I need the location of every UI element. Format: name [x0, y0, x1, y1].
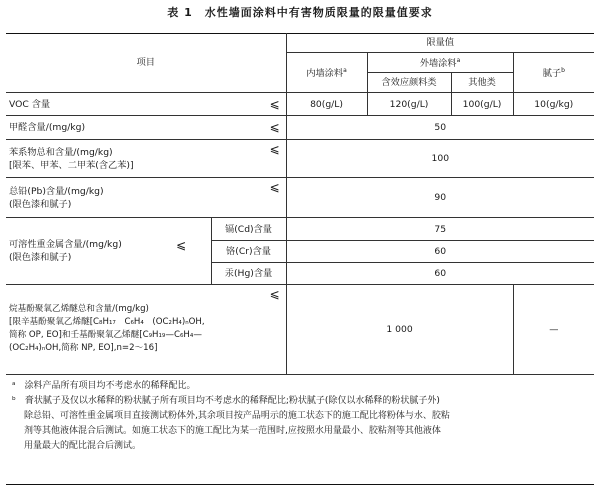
mercury-label: 汞(Hg)含量 — [211, 263, 286, 285]
table-row-cadmium — [6, 218, 594, 240]
le-symbol: ⩽ — [211, 285, 286, 374]
lead-label-line2: (限色漆和腻子) — [9, 198, 72, 210]
voc-interior: 80(g/L) — [286, 92, 367, 115]
heavy-metals-label — [6, 218, 176, 285]
limits-table — [6, 33, 594, 485]
header-exterior: 外墙涂料$^a$ — [367, 52, 513, 72]
header-row-1 — [6, 34, 594, 53]
header-other: 其他类 — [451, 72, 513, 92]
formaldehyde-label: 甲醛含量/(mg/kg) — [6, 116, 211, 139]
ethoxylates-line4: (OC₂H₄)ₙOH,简称 NP, EO],n=2～16] — [9, 343, 158, 354]
table-row-footnotes — [6, 374, 594, 484]
cadmium-value: 75 — [286, 218, 594, 240]
lead-label — [6, 178, 211, 218]
footnote-b-line2: 除总铅、可溶性重金属项目直接测试粉体外,其余项目按产品明示的施工状态下的施工配比将粉体与水、胶粘 — [24, 410, 450, 421]
ethoxylates-line1: 烷基酚聚氧乙烯醚总和含量/(mg/kg) — [9, 304, 149, 315]
voc-other: 100(g/L) — [451, 92, 513, 115]
ethoxylates-line2: [限辛基酚聚氧乙烯醚[C₈H₁₇ C₆H₄ (OC₂H₄)ₙOH, — [9, 317, 205, 328]
header-limit: 限量值 — [286, 34, 594, 53]
lead-value: 90 — [286, 178, 594, 218]
voc-putty: 10(g/kg) — [513, 92, 594, 115]
header-interior: 内墙涂料$^a$ — [286, 52, 367, 92]
benzene-label — [6, 139, 211, 178]
header-item: 项目 — [6, 34, 286, 93]
ethoxylates-putty: — — [513, 285, 594, 374]
benzene-label-line2: [限苯、甲苯、二甲苯(含乙苯)] — [9, 159, 134, 171]
table-row-formaldehyde — [6, 116, 594, 139]
footnote-b-line1: ᵇ 膏状腻子及仅以水稀释的粉状腻子所有项目均不考虑水的稀释配比;粉状腻子(除仅以水稀释的粉状腻子外) — [12, 395, 440, 406]
le-symbol: ⩽ — [211, 116, 286, 139]
ethoxylates-label — [6, 285, 211, 374]
footnote-b-line4: 用量最大的配比混合后测试。 — [24, 440, 142, 451]
cadmium-label: 镉(Cd)含量 — [211, 218, 286, 240]
le-symbol: ⩽ — [211, 139, 286, 178]
heavy-metals-label-line1: 可溶性重金属含量/(mg/kg) — [9, 239, 122, 251]
chromium-value: 60 — [286, 240, 594, 262]
benzene-label-line1: 苯系物总和含量/(mg/kg) — [9, 146, 113, 158]
mercury-value: 60 — [286, 263, 594, 285]
le-symbol: ⩽ — [211, 92, 286, 115]
table-row-voc — [6, 92, 594, 115]
table-title: 表 1 水性墙面涂料中有害物质限量的限量值要求 — [167, 6, 433, 19]
header-putty: 腻子$^b$ — [513, 52, 594, 92]
formaldehyde-value: 50 — [286, 116, 594, 139]
voc-label: VOC 含量 — [6, 92, 211, 115]
footnotes — [6, 374, 594, 484]
table-row-benzene — [6, 139, 594, 178]
table-row-lead — [6, 178, 594, 218]
benzene-value: 100 — [286, 139, 594, 178]
footnote-a: ᵃ 涂料产品所有项目均不考虑水的稀释配比。 — [12, 380, 196, 391]
le-symbol: ⩽ — [211, 178, 286, 218]
table-row-ethoxylates — [6, 285, 594, 374]
ethoxylates-line3: 简称 OP, EO]和壬基酚聚氧乙烯醚[C₉H₁₉—C₆H₄— — [9, 330, 202, 341]
header-effect-coat: 含效应颜料类 — [367, 72, 451, 92]
heavy-metals-label-line2: (限色漆和腻子) — [9, 252, 72, 264]
ethoxylates-value: 1 000 — [286, 285, 513, 374]
voc-effect: 120(g/L) — [367, 92, 451, 115]
lead-label-line1: 总铅(Pb)含量/(mg/kg) — [9, 185, 104, 197]
le-symbol: ⩽ — [176, 218, 211, 285]
chromium-label: 铬(Cr)含量 — [211, 240, 286, 262]
footnote-b-line3: 剂等其他液体混合后测试。如施工状态下的施工配比为某一范围时,应按照水用量最小、胶粘剂等其他液体 — [24, 425, 441, 436]
